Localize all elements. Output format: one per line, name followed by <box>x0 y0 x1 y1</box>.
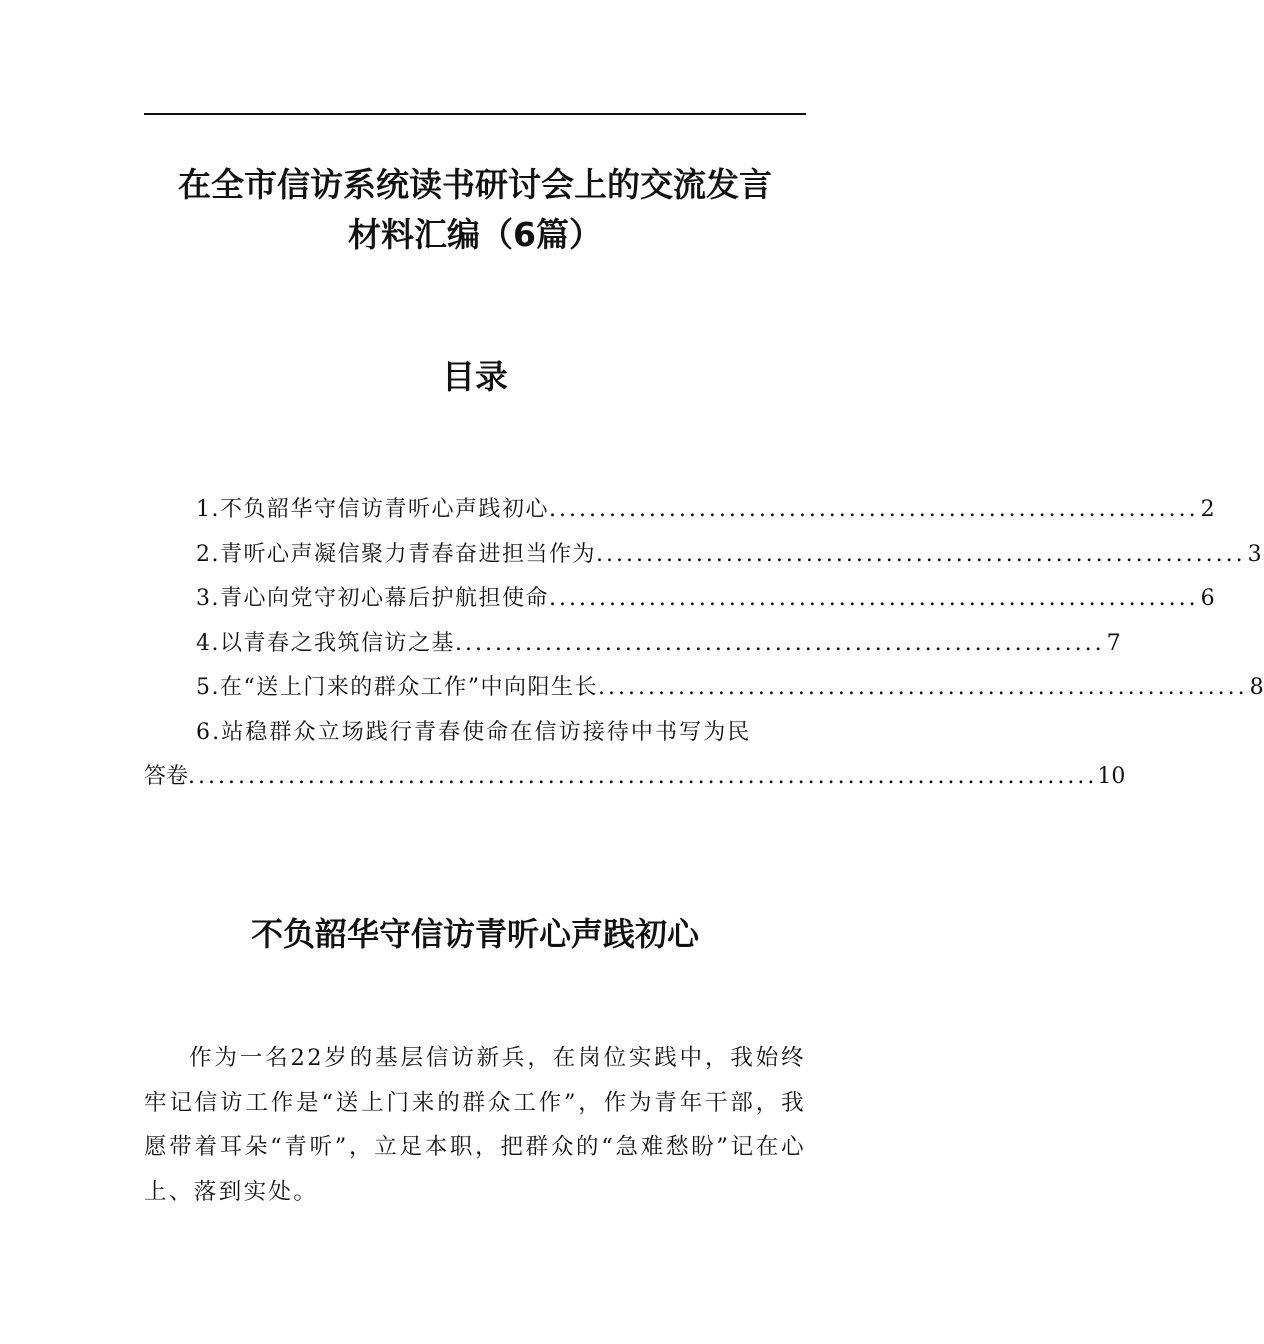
document-title <box>144 160 806 260</box>
toc-entry[interactable] <box>144 533 1262 578</box>
toc-entry-label: 2.青听心声凝信聚力青春奋进担当作为 <box>196 541 596 567</box>
toc-entry[interactable] <box>144 577 1215 622</box>
toc-entry-page: 2 <box>1200 497 1215 522</box>
toc-dot-leader: ................................................................. <box>598 675 1248 700</box>
toc-entry-label: 6.站稳群众立场践行青春使命在信访接待中书写为民 <box>196 719 752 745</box>
document-title-line-2: 材料汇编（6篇） <box>348 215 602 254</box>
toc-entry-label: 1.不负韶华守信访青听心声践初心 <box>196 497 549 522</box>
toc-dot-leader: ................................................................. <box>596 541 1246 567</box>
toc-entry-page: 3 <box>1247 541 1262 567</box>
toc-entry-continuation <box>144 755 1126 800</box>
section-title: 不负韶华守信访青听心声践初心 <box>250 915 699 953</box>
toc-entry-page: 6 <box>1200 586 1215 611</box>
document-title-line-1: 在全市信访系统读书研讨会上的交流发言 <box>178 165 772 204</box>
toc-entry-label: 3.青心向党守初心幕后护航担使命 <box>196 586 549 611</box>
toc-dot-leader: ........................................................................................... <box>188 764 1098 789</box>
toc-entry[interactable] <box>144 666 1264 711</box>
header-rule <box>144 113 806 115</box>
toc-entry-label-continued: 答卷 <box>144 764 189 789</box>
table-of-contents <box>144 488 1264 800</box>
toc-entry[interactable] <box>144 711 1126 800</box>
toc-dot-leader: ................................................................. <box>455 630 1105 656</box>
toc-dot-leader: ................................................................. <box>549 497 1199 522</box>
toc-entry-page: 7 <box>1106 630 1121 656</box>
toc-entry-page: 10 <box>1097 764 1126 789</box>
toc-entry-label: 4.以青春之我筑信访之基 <box>196 630 455 656</box>
toc-entry-page: 8 <box>1249 675 1264 700</box>
toc-entry-label: 5.在“送上门来的群众工作”中向阳生长 <box>196 675 598 700</box>
body-paragraph: 作为一名22岁的基层信访新兵，在岗位实践中，我始终牢记信访工作是“送上门来的群众工作”，作为青年干部，我愿带着耳朵“青听”，立足本职，把群众的“急难愁盼”记在心上、落到实处。 <box>144 1045 806 1205</box>
toc-entry[interactable] <box>144 488 1215 533</box>
toc-dot-leader: ................................................................. <box>549 586 1199 611</box>
toc-heading: 目录 <box>442 357 508 396</box>
toc-entry[interactable] <box>144 622 1121 667</box>
